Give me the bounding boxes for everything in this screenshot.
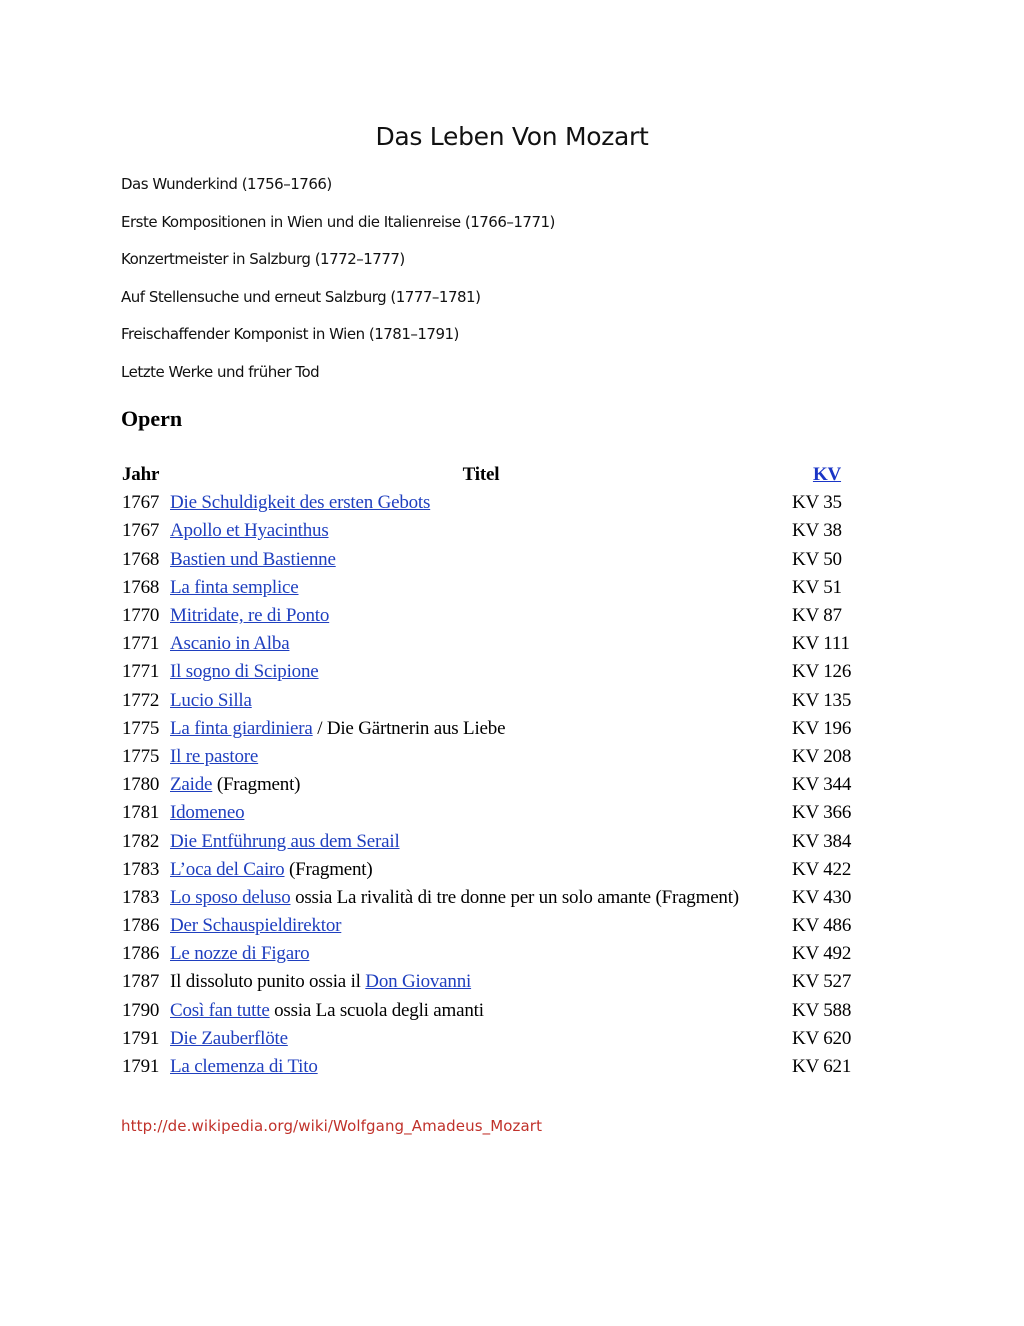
- row-title: [170, 771, 792, 799]
- row-title: [170, 799, 792, 827]
- row-title: [170, 884, 792, 912]
- table-row: [122, 940, 862, 968]
- table-row: [122, 997, 862, 1025]
- toc-item: Das Wunderkind (1756–1766): [121, 175, 332, 193]
- toc-item: Letzte Werke und früher Tod: [121, 362, 320, 381]
- row-year: 1770: [122, 605, 160, 627]
- opera-link[interactable]: La finta semplice: [170, 576, 299, 598]
- row-kv: KV 111: [792, 633, 850, 655]
- table-row: [122, 658, 862, 686]
- opera-link[interactable]: Le nozze di Figaro: [170, 943, 310, 965]
- row-title: [170, 827, 792, 855]
- row-kv: KV 384: [792, 830, 852, 852]
- row-year: 1790: [122, 999, 160, 1021]
- row-title: [170, 968, 792, 996]
- row-kv: KV 38: [792, 520, 842, 542]
- title-suffix-text: ossia La rivalità di tre donne per un solo amante (Fragment): [290, 886, 739, 908]
- table-row: [122, 574, 862, 602]
- opera-link[interactable]: Lo sposo deluso: [170, 886, 291, 908]
- table-row: [122, 630, 862, 658]
- row-year: 1791: [122, 1056, 160, 1078]
- row-title: [170, 743, 792, 771]
- row-kv: KV 422: [792, 858, 852, 880]
- row-title: [170, 997, 792, 1025]
- row-year: 1786: [122, 915, 160, 937]
- table-row: [122, 884, 862, 912]
- row-title: [170, 856, 792, 884]
- section-heading-opern: Opern: [121, 406, 183, 431]
- table-row: [122, 856, 862, 884]
- row-year: 1772: [122, 689, 160, 711]
- title-suffix-text: ossia La scuola degli amanti: [269, 999, 484, 1021]
- row-kv: KV 527: [792, 971, 852, 993]
- row-kv: KV 621: [792, 1056, 852, 1078]
- row-kv: KV 620: [792, 1027, 852, 1049]
- row-kv: KV 366: [792, 802, 852, 824]
- row-year: 1767: [122, 492, 160, 514]
- row-year: 1768: [122, 548, 160, 570]
- table-row: [122, 489, 862, 517]
- opera-link[interactable]: Ascanio in Alba: [170, 633, 290, 655]
- row-year: 1775: [122, 717, 160, 739]
- row-year: 1768: [122, 576, 160, 598]
- table-row: [122, 1025, 862, 1053]
- table-row: [122, 827, 862, 855]
- table-row: [122, 687, 862, 715]
- row-kv: KV 87: [792, 605, 842, 627]
- title-suffix-text: (Fragment): [212, 774, 301, 796]
- row-title: [170, 602, 792, 630]
- table-row: [122, 715, 862, 743]
- row-year: 1782: [122, 830, 160, 852]
- row-year: 1783: [122, 858, 160, 880]
- opera-link[interactable]: Lucio Silla: [170, 689, 252, 711]
- table-header-row: [122, 461, 862, 489]
- opera-link[interactable]: Die Schuldigkeit des ersten Gebots: [170, 492, 431, 514]
- table-row: [122, 799, 862, 827]
- row-title: [170, 546, 792, 574]
- row-title: [170, 1025, 792, 1053]
- table-row: [122, 1053, 862, 1081]
- table-row: [122, 517, 862, 545]
- row-year: 1787: [122, 971, 160, 993]
- table-row: [122, 546, 862, 574]
- row-year: 1771: [122, 633, 160, 655]
- column-header-title: Titel: [462, 464, 500, 486]
- row-kv: KV 51: [792, 576, 842, 598]
- opera-link[interactable]: Der Schauspieldirektor: [170, 915, 342, 937]
- row-kv: KV 50: [792, 548, 842, 570]
- toc-item: Erste Kompositionen in Wien und die Italienreise (1766–1771): [121, 212, 555, 231]
- toc-item: Konzertmeister in Salzburg (1772–1777): [121, 250, 405, 268]
- document-title: Das Leben Von Mozart: [375, 122, 649, 151]
- source-url[interactable]: http://de.wikipedia.org/wiki/Wolfgang_Amadeus_Mozart: [121, 1117, 543, 1135]
- opera-link[interactable]: Idomeneo: [170, 802, 245, 824]
- opera-link[interactable]: Zaide: [170, 774, 213, 796]
- row-kv: KV 588: [792, 999, 852, 1021]
- toc-item: Auf Stellensuche und erneut Salzburg (1777–1781): [121, 287, 481, 306]
- row-title: [170, 687, 792, 715]
- opern-table-body: [122, 489, 862, 1081]
- row-title: [170, 912, 792, 940]
- opera-link[interactable]: Die Zauberflöte: [170, 1027, 288, 1049]
- opera-link[interactable]: Mitridate, re di Ponto: [170, 605, 330, 627]
- row-kv: KV 492: [792, 943, 852, 965]
- row-kv: KV 196: [792, 717, 852, 739]
- table-row: [122, 912, 862, 940]
- row-year: 1767: [122, 520, 160, 542]
- row-year: 1771: [122, 661, 160, 683]
- opera-link[interactable]: Apollo et Hyacinthus: [170, 520, 329, 542]
- title-suffix-text: (Fragment): [284, 858, 373, 880]
- row-title: [170, 517, 792, 545]
- opera-link[interactable]: La finta giardiniera: [170, 717, 313, 739]
- row-year: 1791: [122, 1027, 160, 1049]
- opern-table: [122, 461, 862, 1081]
- row-kv: KV 344: [792, 774, 852, 796]
- opera-link[interactable]: Bastien und Bastienne: [170, 548, 336, 570]
- row-title: [170, 574, 792, 602]
- row-kv: KV 208: [792, 745, 852, 767]
- row-year: 1775: [122, 745, 160, 767]
- title-prefix-text: Il dissoluto punito ossia il: [170, 971, 366, 993]
- row-kv: KV 430: [792, 886, 852, 908]
- row-title: [170, 940, 792, 968]
- row-title: [170, 630, 792, 658]
- row-year: 1786: [122, 943, 160, 965]
- toc-item: Freischaffender Komponist in Wien (1781–1791): [121, 325, 459, 343]
- column-header-kv: [792, 461, 862, 489]
- opera-link[interactable]: Die Entführung aus dem Serail: [170, 830, 400, 852]
- opera-link[interactable]: L’oca del Cairo: [170, 858, 285, 880]
- table-row: [122, 743, 862, 771]
- opera-link[interactable]: Don Giovanni: [365, 971, 472, 993]
- row-title: [170, 658, 792, 686]
- kv-header-link[interactable]: KV: [812, 464, 842, 486]
- opera-link[interactable]: Così fan tutte: [170, 999, 270, 1021]
- row-year: 1781: [122, 802, 160, 824]
- row-year: 1780: [122, 774, 160, 796]
- toc-list: [121, 172, 555, 397]
- row-kv: KV 135: [792, 689, 852, 711]
- title-suffix-text: / Die Gärtnerin aus Liebe: [312, 717, 506, 739]
- column-header-year: Jahr: [122, 464, 160, 486]
- row-title: [170, 489, 792, 517]
- row-title: [170, 1053, 792, 1081]
- opera-link[interactable]: Il sogno di Scipione: [170, 661, 319, 683]
- table-row: [122, 602, 862, 630]
- opera-link[interactable]: Il re pastore: [170, 745, 259, 767]
- table-row: [122, 968, 862, 996]
- row-kv: KV 126: [792, 661, 852, 683]
- row-kv: KV 35: [792, 492, 842, 514]
- row-kv: KV 486: [792, 915, 852, 937]
- opera-link[interactable]: La clemenza di Tito: [170, 1056, 318, 1078]
- row-year: 1783: [122, 886, 160, 908]
- row-title: [170, 715, 792, 743]
- table-row: [122, 771, 862, 799]
